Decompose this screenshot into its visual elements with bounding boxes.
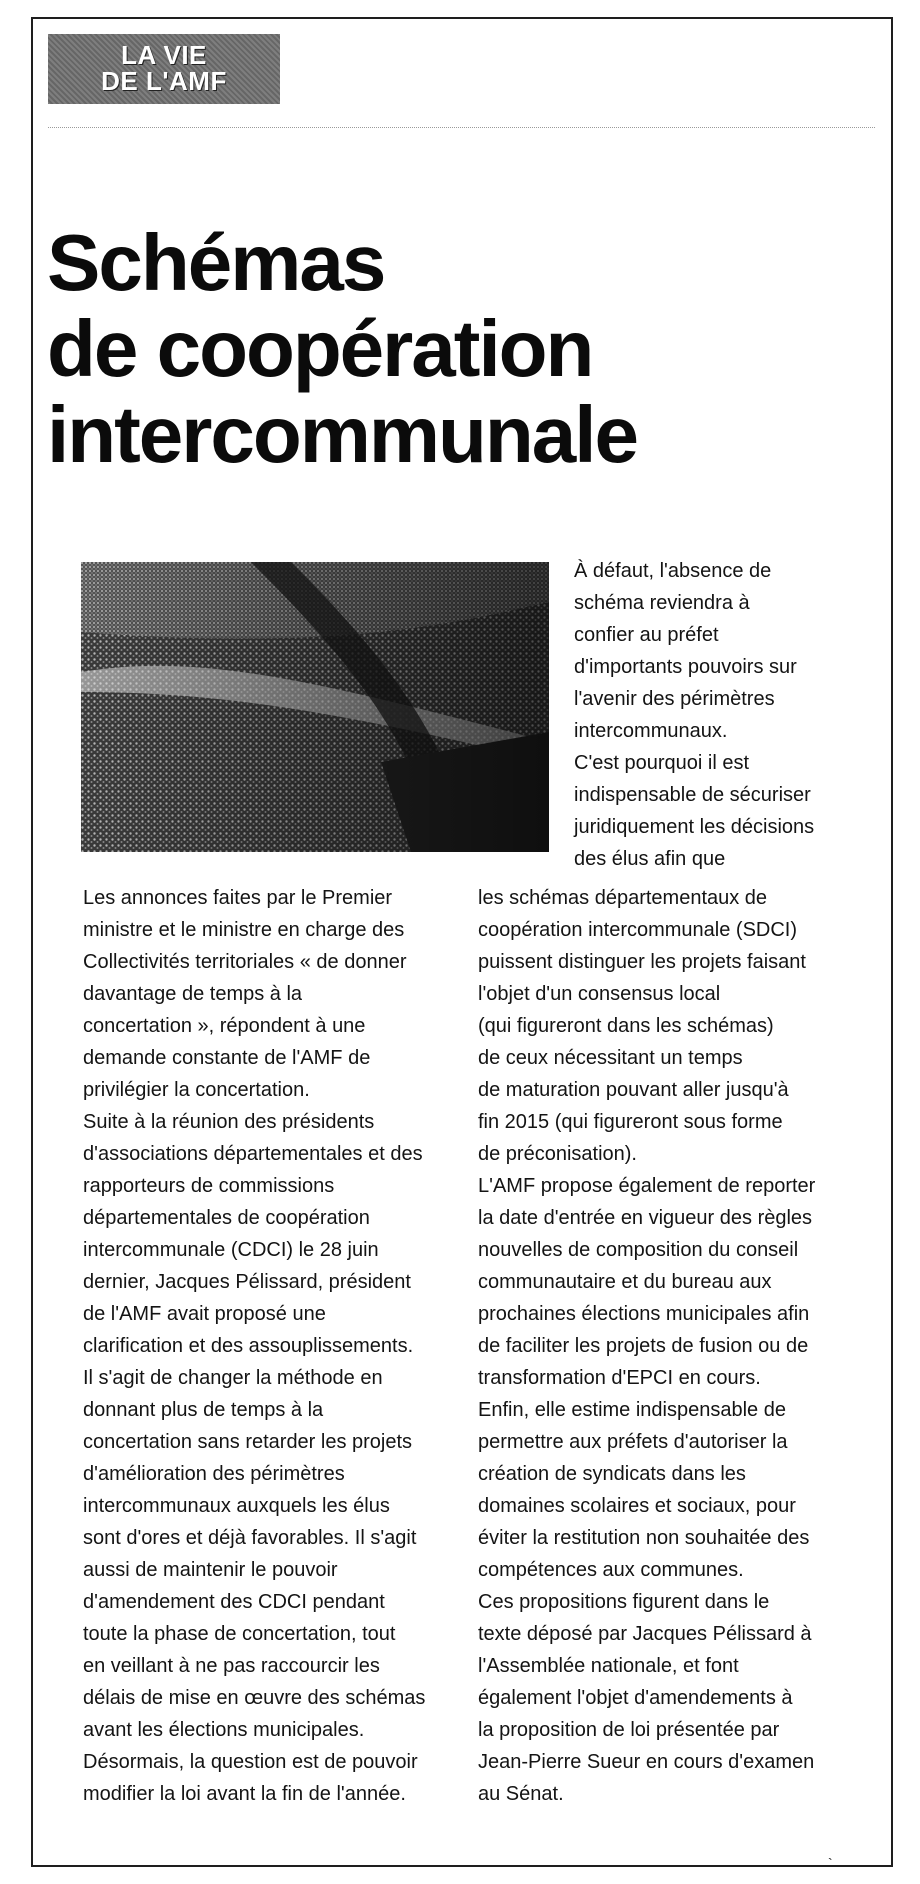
article-line: L'AMF propose également de reporter — [478, 1175, 816, 1197]
article-line: juridiquement les décisions — [574, 816, 815, 838]
article-line: création de syndicats dans les — [478, 1463, 746, 1485]
article-line: également l'objet d'amendements à — [478, 1687, 793, 1709]
article-line: transformation d'EPCI en cours. — [478, 1367, 761, 1389]
header-divider — [48, 127, 875, 128]
article-line: Désormais, la question est de pouvoir — [83, 1751, 418, 1773]
article-line: domaines scolaires et sociaux, pour — [478, 1495, 796, 1517]
article-line: les schémas départementaux de — [478, 887, 768, 909]
article-line: davantage de temps à la — [83, 983, 303, 1005]
article-line: sont d'ores et déjà favorables. Il s'agit — [83, 1527, 417, 1549]
headline-line: de coopération — [47, 304, 593, 393]
article-line: Jean-Pierre Sueur en cours d'examen — [478, 1751, 815, 1773]
article-line: indispensable de sécuriser — [574, 784, 811, 806]
assembly-photo-image — [81, 562, 549, 852]
article-line: éviter la restitution non souhaitée des — [478, 1527, 810, 1549]
article-line: donnant plus de temps à la — [83, 1399, 324, 1421]
article-line: permettre aux préfets d'autoriser la — [478, 1431, 788, 1453]
article-column-left — [83, 882, 425, 1810]
article-line: d'importants pouvoirs sur — [574, 656, 797, 678]
article-line: au Sénat. — [478, 1783, 564, 1805]
headline-line: intercommunale — [47, 390, 637, 479]
article-line: nouvelles de composition du conseil — [478, 1239, 799, 1261]
article-line: schéma reviendra à — [574, 592, 750, 614]
article-line: À défaut, l'absence de — [574, 560, 772, 582]
article-line: clarification et des assouplissements. — [83, 1335, 414, 1357]
article-line: dernier, Jacques Pélissard, président — [83, 1271, 411, 1293]
section-rubric — [48, 34, 280, 104]
article-line: de maturation pouvant aller jusqu'à — [478, 1079, 789, 1101]
article-line: (qui figureront dans les schémas) — [478, 1015, 774, 1037]
article-line: en veillant à ne pas raccourcir les — [83, 1655, 380, 1677]
article-line: compétences aux communes. — [478, 1559, 744, 1581]
article-line: confier au préfet — [574, 624, 719, 646]
article-line: texte déposé par Jacques Pélissard à — [478, 1623, 812, 1645]
article-line: de préconisation). — [478, 1143, 637, 1165]
article-line: départementales de coopération — [83, 1207, 370, 1229]
article-headline — [47, 220, 807, 478]
rubric-line: DE L'AMF — [101, 66, 227, 96]
rubric-line: LA VIE — [121, 40, 207, 70]
article-line: des élus afin que — [574, 848, 726, 870]
article-line: C'est pourquoi il est — [574, 752, 750, 774]
article-line: l'avenir des périmètres — [574, 688, 775, 710]
article-line: l'Assemblée nationale, et font — [478, 1655, 739, 1677]
article-line: d'amélioration des périmètres — [83, 1463, 345, 1485]
article-line: aussi de maintenir le pouvoir — [83, 1559, 338, 1581]
corner-mark: ` — [828, 1855, 833, 1871]
article-line: Enfin, elle estime indispensable de — [478, 1399, 786, 1421]
article-column-top-right — [574, 555, 814, 875]
assembly-photo — [81, 562, 549, 852]
rubric-label — [48, 42, 280, 94]
headline-line: Schémas — [47, 218, 385, 307]
article-line: Ces propositions figurent dans le — [478, 1591, 770, 1613]
article-line: prochaines élections municipales afin — [478, 1303, 810, 1325]
article-line: l'objet d'un consensus local — [478, 983, 721, 1005]
article-line: concertation sans retarder les projets — [83, 1431, 413, 1453]
article-line: coopération intercommunale (SDCI) — [478, 919, 798, 941]
article-line: modifier la loi avant la fin de l'année. — [83, 1783, 406, 1805]
article-line: la proposition de loi présentée par — [478, 1719, 780, 1741]
article-column-right — [478, 882, 815, 1810]
article-line: ministre et le ministre en charge des — [83, 919, 405, 941]
article-line: la date d'entrée en vigueur des règles — [478, 1207, 813, 1229]
article-line: Suite à la réunion des présidents — [83, 1111, 375, 1133]
article-line: Il s'agit de changer la méthode en — [83, 1367, 383, 1389]
article-line: toute la phase de concertation, tout — [83, 1623, 396, 1645]
article-line: privilégier la concertation. — [83, 1079, 310, 1101]
article-line: de ceux nécessitant un temps — [478, 1047, 743, 1069]
article-line: Les annonces faites par le Premier — [83, 887, 393, 909]
article-line: Collectivités territoriales « de donner — [83, 951, 407, 973]
article-line: communautaire et du bureau aux — [478, 1271, 772, 1293]
article-line: d'amendement des CDCI pendant — [83, 1591, 385, 1613]
article-line: délais de mise en œuvre des schémas — [83, 1687, 426, 1709]
article-line: avant les élections municipales. — [83, 1719, 365, 1741]
article-line: concertation », répondent à une — [83, 1015, 366, 1037]
article-line: rapporteurs de commissions — [83, 1175, 335, 1197]
article-line: d'associations départementales et des — [83, 1143, 423, 1165]
article-line: intercommunale (CDCI) le 28 juin — [83, 1239, 379, 1261]
article-line: intercommunaux. — [574, 720, 728, 742]
article-line: demande constante de l'AMF de — [83, 1047, 371, 1069]
article-line: fin 2015 (qui figureront sous forme — [478, 1111, 783, 1133]
article-line: puissent distinguer les projets faisant — [478, 951, 806, 973]
article-line: de l'AMF avait proposé une — [83, 1303, 326, 1325]
article-line: intercommunaux auxquels les élus — [83, 1495, 390, 1517]
article-line: de faciliter les projets de fusion ou de — [478, 1335, 809, 1357]
